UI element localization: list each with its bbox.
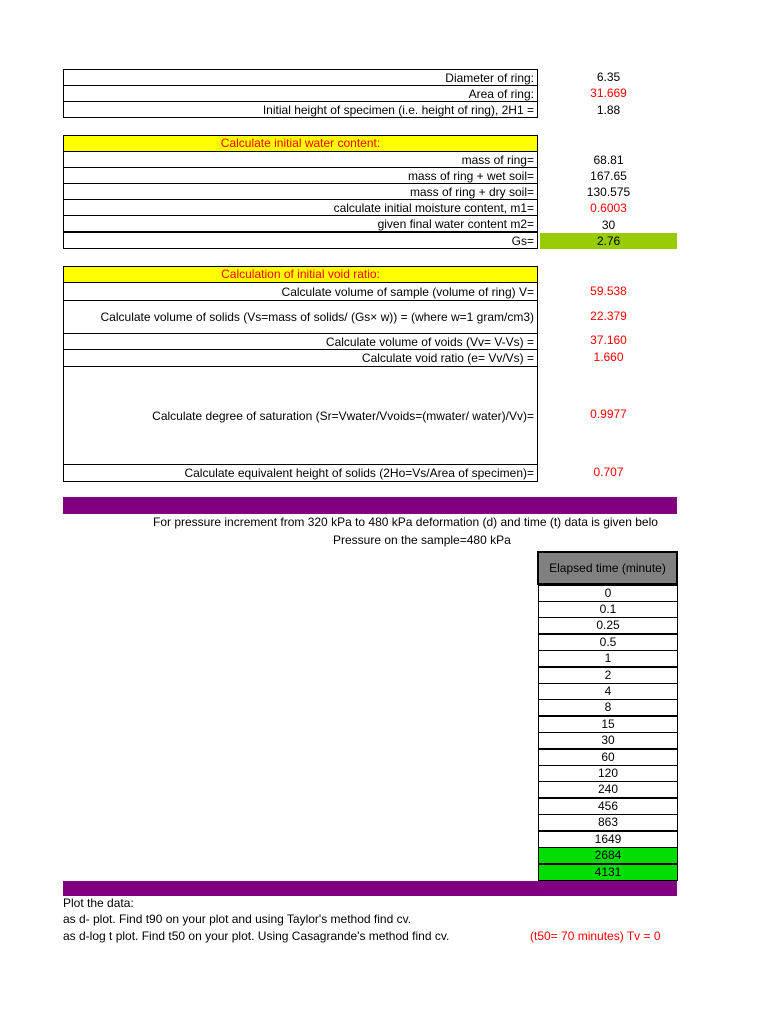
volume-voids-value: 37.160 — [590, 333, 627, 347]
section-divider — [63, 497, 677, 514]
ring-height-value: 1.88 — [596, 103, 621, 117]
plot-instructions-title: Plot the data: — [63, 896, 134, 910]
time-cell: 863 — [538, 814, 678, 831]
ring-diameter-label: Diameter of ring: — [63, 69, 538, 86]
moisture-label: calculate initial moisture content, m1= — [63, 199, 538, 216]
mass-wet-value: 167.65 — [590, 169, 627, 183]
final-water-label: given final water content m2= — [63, 215, 538, 232]
time-cell: 2 — [538, 667, 678, 684]
time-cell: 0.25 — [538, 617, 678, 634]
moisture-value: 0.6003 — [590, 201, 627, 215]
volume-sample-value: 59.538 — [590, 284, 627, 298]
time-cell: 15 — [538, 716, 678, 733]
time-cell: 60 — [538, 749, 678, 766]
ring-area-value: 31.669 — [590, 86, 627, 100]
time-cell: 1 — [538, 650, 678, 667]
gs-value: 2.76 — [540, 233, 677, 249]
time-cell: 4 — [538, 683, 678, 700]
time-cell: 0.1 — [538, 601, 678, 618]
time-cell: 30 — [538, 732, 678, 749]
time-cell: 0 — [538, 585, 678, 602]
t50-note: (t50= 70 minutes) Tv = 0 — [530, 929, 661, 943]
volume-solids-label: Calculate volume of solids (Vs=mass of solids/ (Gs× w)) = (where w=1 gram/cm3) — [63, 300, 538, 334]
saturation-label: Calculate degree of saturation (Sr=Vwater/Vvoids=(mwater/ water)/Vv)= — [63, 366, 538, 465]
footer-divider — [63, 881, 677, 896]
time-cell: 120 — [538, 765, 678, 782]
time-cell: 1649 — [538, 831, 678, 848]
time-cell-highlighted: 2684 — [538, 847, 678, 864]
ring-area-label: Area of ring: — [63, 85, 538, 102]
pressure-value-text: Pressure on the sample=480 kPa — [333, 533, 511, 547]
volume-solids-value: 22.379 — [590, 309, 627, 323]
volume-sample-label: Calculate volume of sample (volume of ring) V= — [63, 282, 538, 301]
void-ratio-label: Calculate void ratio (e= Vv/Vs) = — [63, 349, 538, 367]
elapsed-time-header — [537, 551, 678, 585]
ring-diameter-value: 6.35 — [596, 70, 621, 84]
pressure-description: For pressure increment from 320 kPa to 480 kPa deformation (d) and time (t) data is given belo — [153, 515, 658, 529]
time-cell: 456 — [538, 798, 678, 815]
void-ratio-header: Calculation of initial void ratio: — [63, 266, 538, 283]
volume-voids-label: Calculate volume of voids (Vv= V-Vs) = — [63, 333, 538, 350]
plot-instruction-casagrande: as d-log t plot. Find t50 on your plot. Using Casagrande's method find cv. — [63, 929, 450, 943]
saturation-value: 0.9977 — [590, 407, 627, 421]
mass-dry-value: 130.575 — [586, 185, 631, 199]
elapsed-time-header-text: Elapsed time (minute) — [549, 561, 666, 575]
mass-ring-label: mass of ring= — [63, 151, 538, 168]
time-cell: 240 — [538, 781, 678, 798]
time-cell: 8 — [538, 699, 678, 716]
water-content-header: Calculate initial water content: — [63, 135, 538, 152]
height-solids-value: 0.707 — [593, 465, 624, 479]
mass-wet-label: mass of ring + wet soil= — [63, 167, 538, 184]
time-cell: 0.5 — [538, 634, 678, 651]
ring-height-label: Initial height of specimen (i.e. height of ring), 2H1 = — [63, 101, 538, 118]
time-cell-highlighted: 4131 — [538, 864, 678, 881]
height-solids-label: Calculate equivalent height of solids (2Ho=Vs/Area of specimen)= — [63, 464, 538, 482]
plot-instruction-taylor: as d- plot. Find t90 on your plot and using Taylor's method find cv. — [63, 912, 412, 926]
mass-dry-label: mass of ring + dry soil= — [63, 183, 538, 200]
gs-label: Gs= — [63, 232, 538, 249]
void-ratio-value: 1.660 — [593, 350, 624, 364]
final-water-value: 30 — [601, 218, 616, 232]
mass-ring-value: 68.81 — [593, 153, 624, 167]
